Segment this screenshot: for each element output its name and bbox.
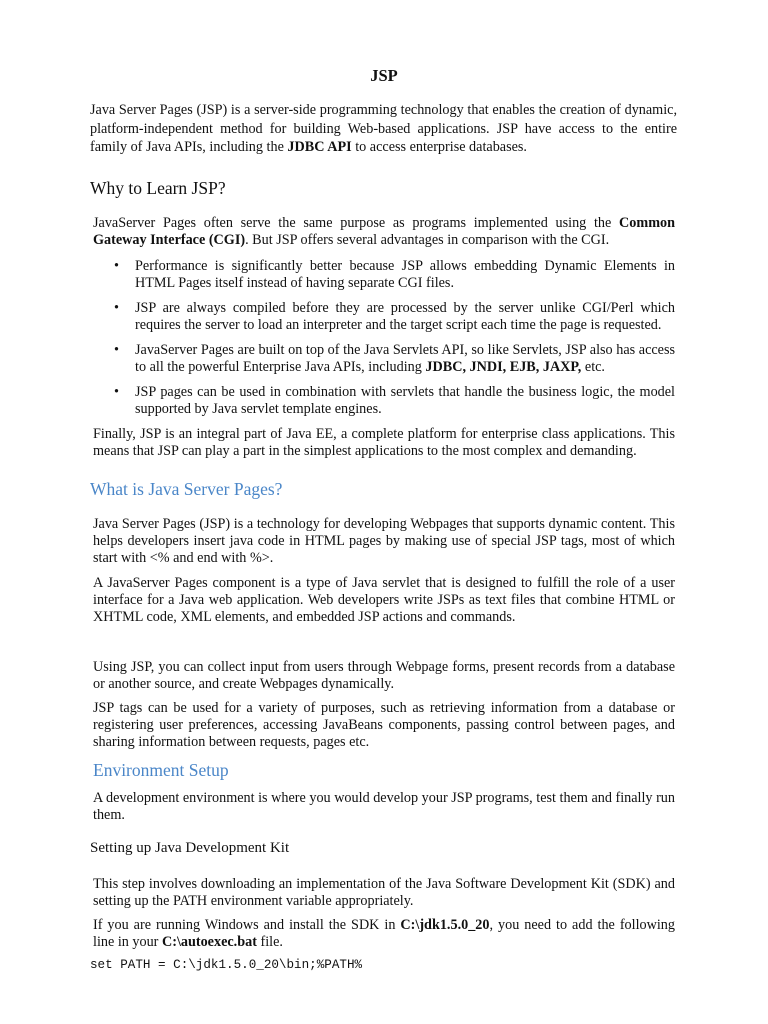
jdk-text-end: file. bbox=[256, 934, 283, 950]
what-paragraph-3: Using JSP, you can collect input from users through Webpage forms, present records from a database or another source, and create Webpages dynamically. bbox=[93, 659, 675, 692]
list-item bbox=[114, 342, 675, 375]
bullet-icon: • bbox=[114, 300, 119, 316]
what-heading: What is Java Server Pages? bbox=[90, 479, 283, 499]
intro-text-end: to access enterprise databases. bbox=[351, 139, 527, 155]
list-item bbox=[114, 300, 675, 333]
page-title: JSP bbox=[370, 66, 398, 85]
list-item-text: JavaServer Pages are built on top of the Java Servlets API, so like Servlets, JSP also has access to all the powerful Enterprise Java APIs, including bbox=[135, 342, 675, 375]
jdk-text: If you are running Windows and install the SDK in bbox=[93, 917, 401, 933]
list-item-text: Performance is significantly better because JSP allows embedding Dynamic Elements in HTML Pages itself instead of having separate CGI files. bbox=[135, 258, 675, 291]
environment-paragraph: A development environment is where you would develop your JSP programs, test them and finally run them. bbox=[93, 790, 675, 823]
jdk-paragraph-1: This step involves downloading an implementation of the Java Software Development Kit (SDK) and setting up the PATH environment variable appropriately. bbox=[93, 876, 675, 909]
list-item bbox=[114, 384, 675, 417]
why-heading: Why to Learn JSP? bbox=[90, 178, 226, 198]
why-paragraph bbox=[93, 215, 675, 249]
list-item-text: JSP are always compiled before they are processed by the server unlike CGI/Perl which requires the server to load an interpreter and the target script each time the page is requested. bbox=[135, 300, 675, 333]
what-paragraph-4: JSP tags can be used for a variety of purposes, such as retrieving information from a database or registering user preferences, accessing JavaBeans components, passing control between pages, and sharing information between requests, pages etc. bbox=[93, 700, 675, 750]
list-item-text: JSP pages can be used in combination with servlets that handle the business logic, the model supported by Java servlet template engines. bbox=[135, 384, 675, 417]
intro-text: Java Server Pages (JSP) is a server-side programming technology that enables the creation of dynamic, platform-independent method for building Web-based applications. JSP have access to the entire family of Java APIs, including the bbox=[90, 102, 677, 155]
path-code-line: set PATH = C:\jdk1.5.0_20\bin;%PATH% bbox=[90, 958, 363, 972]
list-item-bold: JDBC, JNDI, EJB, JAXP, bbox=[425, 358, 582, 375]
advantages-list bbox=[114, 258, 675, 426]
what-paragraph-2: A JavaServer Pages component is a type of Java servlet that is designed to fulfill the role of a user interface for a Java web application. Web developers write JSPs as text files that combine HTML or XHTML code, XML elements, and embedded JSP actions and commands. bbox=[93, 575, 675, 625]
why-closing-paragraph: Finally, JSP is an integral part of Java EE, a complete platform for enterprise class applications. This means that JSP can play a part in the simplest applications to the most complex and demanding. bbox=[93, 426, 675, 459]
why-text: JavaServer Pages often serve the same purpose as programs implemented using the bbox=[93, 215, 620, 231]
jdk-text-mid: , you need to add the following line in your bbox=[93, 917, 675, 950]
intro-paragraph bbox=[90, 101, 677, 157]
what-paragraph-1: Java Server Pages (JSP) is a technology for developing Webpages that supports dynamic content. This helps developers insert java code in HTML pages by making use of special JSP tags, most of which start with <% and end with %>. bbox=[93, 516, 675, 566]
bullet-icon: • bbox=[114, 342, 119, 358]
jdk-heading: Setting up Java Development Kit bbox=[90, 840, 290, 856]
bullet-icon: • bbox=[114, 258, 119, 274]
environment-heading: Environment Setup bbox=[93, 760, 229, 780]
list-item-tail: etc. bbox=[581, 358, 605, 375]
autoexec-bold: C:\autoexec.bat bbox=[161, 934, 257, 950]
jdk-path-bold: C:\jdk1.5.0_20 bbox=[400, 917, 490, 933]
why-text-end: . But JSP offers several advantages in comparison with the CGI. bbox=[245, 232, 610, 248]
jdk-paragraph-2 bbox=[93, 917, 675, 951]
intro-jdbc-bold: JDBC API bbox=[287, 139, 352, 155]
why-cgi-bold: Common Gateway Interface (CGI) bbox=[93, 215, 675, 248]
bullet-icon: • bbox=[114, 384, 119, 400]
list-item bbox=[114, 258, 675, 291]
